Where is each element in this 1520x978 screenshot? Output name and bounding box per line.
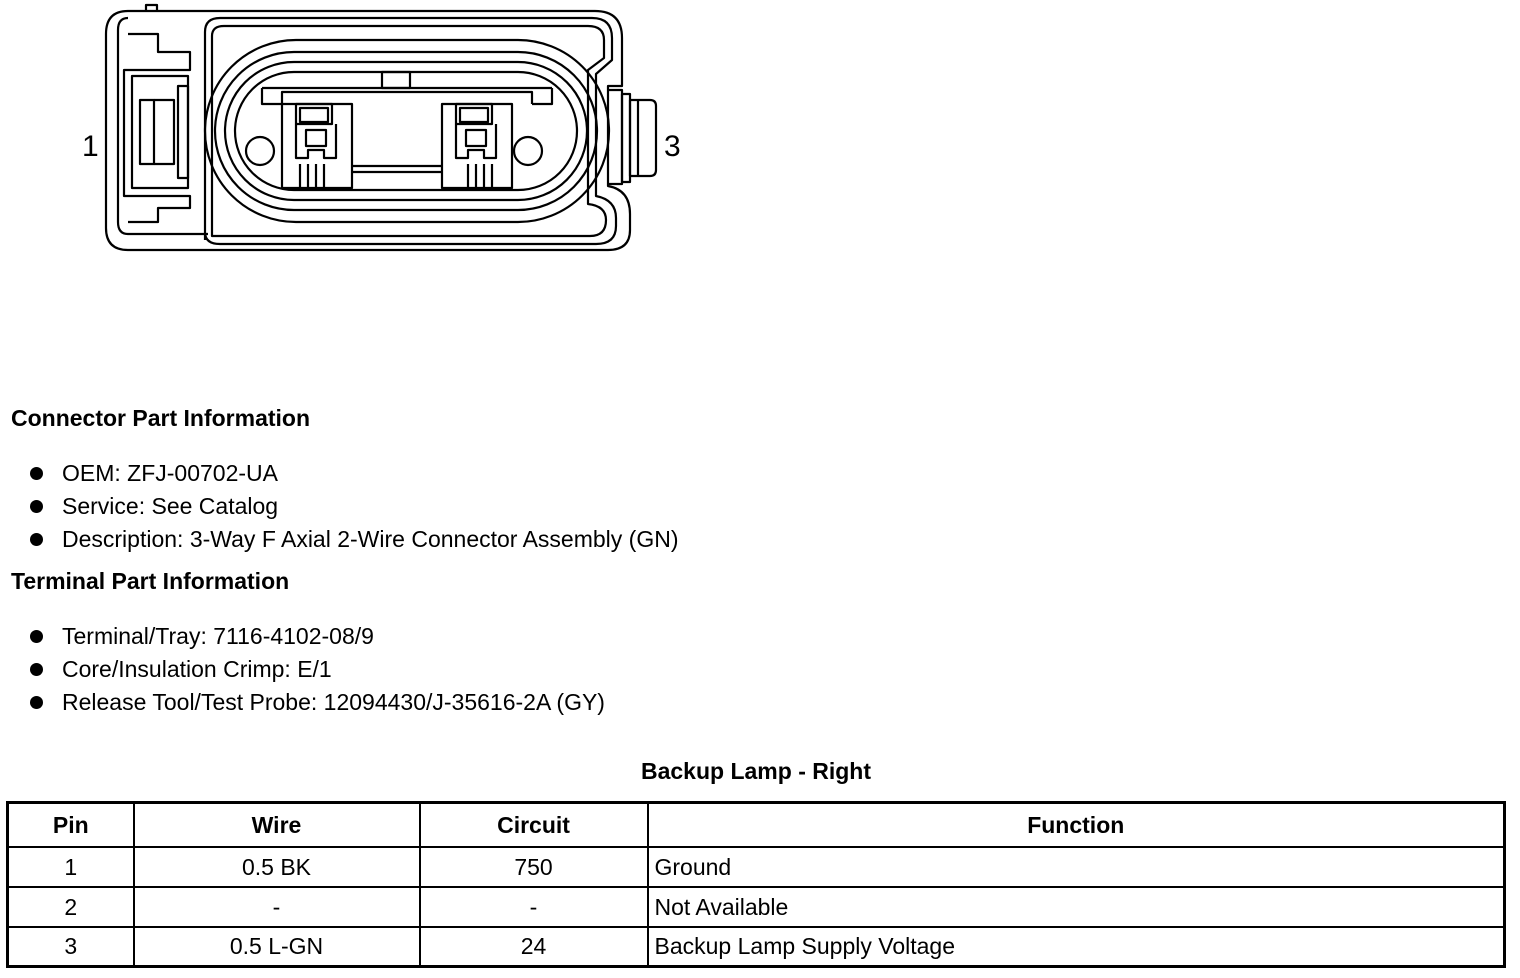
table-row: [8, 887, 1505, 927]
release-tool-text: Release Tool/Test Probe: 12094430/J-35616-2A (GY): [62, 689, 605, 715]
pin-function-table: [6, 801, 1506, 968]
cell-pin: 1: [8, 847, 134, 887]
terminal-part-info-list: [28, 623, 605, 722]
cell-function: Backup Lamp Supply Voltage: [648, 927, 1505, 967]
table-row: [8, 927, 1505, 967]
cell-pin: 2: [8, 887, 134, 927]
header-wire: Wire: [134, 803, 420, 847]
cell-function: Not Available: [648, 887, 1505, 927]
cell-function: Ground: [648, 847, 1505, 887]
header-circuit: Circuit: [420, 803, 648, 847]
list-item: [28, 526, 678, 559]
bullet-icon: [30, 663, 43, 676]
crimp-text: Core/Insulation Crimp: E/1: [62, 656, 332, 682]
table-caption: Backup Lamp - Right: [640, 758, 871, 784]
list-item: [28, 623, 605, 656]
connector-part-info-list: [28, 460, 678, 559]
pin-3-label: 3: [664, 130, 681, 163]
cell-wire: -: [134, 887, 420, 927]
service-text: Service: See Catalog: [62, 493, 279, 519]
bullet-icon: [30, 533, 43, 546]
table-header-row: [8, 803, 1505, 847]
cell-wire: 0.5 BK: [134, 847, 420, 887]
description-text: Description: 3-Way F Axial 2-Wire Connector Assembly (GN): [62, 526, 679, 552]
terminal-part-info-heading: Terminal Part Information: [11, 568, 290, 594]
list-item: [28, 689, 605, 722]
list-item: [28, 460, 678, 493]
bullet-icon: [30, 467, 43, 480]
header-pin: Pin: [8, 803, 134, 847]
table-row: [8, 847, 1505, 887]
bullet-icon: [30, 696, 43, 709]
cell-wire: 0.5 L-GN: [134, 927, 420, 967]
list-item: [28, 656, 605, 689]
cell-pin: 3: [8, 927, 134, 967]
cell-circuit: 24: [420, 927, 648, 967]
bullet-icon: [30, 500, 43, 513]
pin-1-label: 1: [82, 130, 99, 163]
bullet-icon: [30, 630, 43, 643]
oem-text: OEM: ZFJ-00702-UA: [62, 460, 278, 486]
terminal-tray-text: Terminal/Tray: 7116-4102-08/9: [62, 623, 374, 649]
connector-part-info-heading: Connector Part Information: [11, 405, 311, 431]
connector-face-diagram: [80, 0, 700, 262]
cell-circuit: 750: [420, 847, 648, 887]
header-function: Function: [648, 803, 1505, 847]
cell-circuit: -: [420, 887, 648, 927]
list-item: [28, 493, 678, 526]
